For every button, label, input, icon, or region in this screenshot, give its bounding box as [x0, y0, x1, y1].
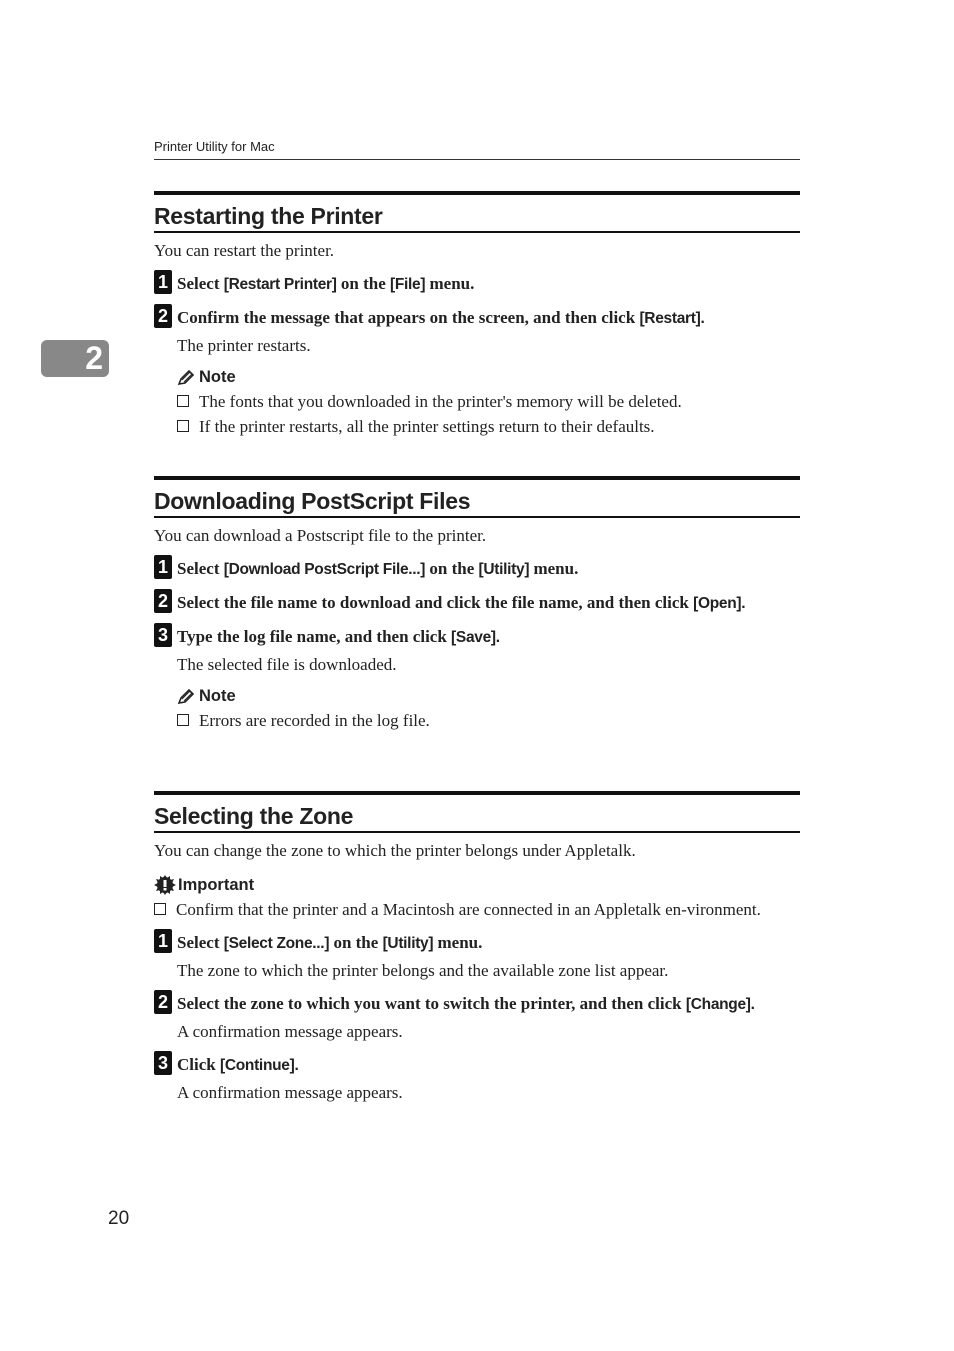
step-number-icon: 2	[154, 990, 172, 1014]
section-header	[154, 791, 800, 833]
step-result: The printer restarts.	[177, 336, 311, 355]
step-number-icon: 3	[154, 623, 172, 647]
section-title: Restarting the Printer	[154, 203, 383, 229]
checkbox-bullet-icon	[154, 903, 166, 915]
step-instruction: Select the zone to which you want to switch the printer, and then click [Change].	[177, 994, 755, 1013]
step-instruction: Select [Restart Printer] on the [File] menu.	[177, 274, 475, 293]
chapter-tab: 2	[41, 340, 109, 377]
section-title: Selecting the Zone	[154, 803, 354, 829]
important-heading: Important	[154, 875, 800, 895]
page-number: 20	[108, 1208, 130, 1229]
pencil-note-icon	[177, 689, 195, 705]
note-block	[177, 368, 800, 437]
step-instruction: Click [Continue].	[177, 1055, 299, 1074]
step-2	[154, 307, 800, 356]
step-result: The zone to which the printer belongs and the available zone list appear.	[177, 961, 669, 980]
important-item: Confirm that the printer and a Macintosh are connected in an Appletalk en-vironment.	[154, 899, 800, 920]
step-3	[154, 1054, 800, 1103]
step-number-icon: 3	[154, 1051, 172, 1075]
step-1	[154, 273, 800, 295]
important-badge-icon	[154, 875, 176, 895]
step-1	[154, 932, 800, 981]
note-item: If the printer restarts, all the printer settings return to their defaults.	[177, 416, 800, 437]
checkbox-bullet-icon	[177, 420, 189, 432]
step-result: The selected file is downloaded.	[177, 655, 397, 674]
note-block	[177, 687, 800, 731]
step-1	[154, 558, 800, 580]
section-selecting-zone	[154, 791, 800, 1103]
step-number-icon: 2	[154, 589, 172, 613]
step-number-icon: 1	[154, 929, 172, 953]
checkbox-bullet-icon	[177, 714, 189, 726]
section-restarting-printer	[154, 191, 800, 437]
step-instruction: Confirm the message that appears on the screen, and then click [Restart].	[177, 308, 705, 327]
section-header	[154, 191, 800, 233]
checkbox-bullet-icon	[177, 395, 189, 407]
step-3	[154, 626, 800, 675]
step-number-icon: 2	[154, 304, 172, 328]
step-instruction: Select [Download PostScript File...] on the [Utility] menu.	[177, 559, 579, 578]
note-heading: Note	[177, 368, 800, 387]
note-item: Errors are recorded in the log file.	[177, 710, 800, 731]
important-block	[154, 875, 800, 920]
section-intro: You can download a Postscript file to the printer.	[154, 526, 487, 545]
section-intro: You can change the zone to which the printer belongs under Appletalk.	[154, 841, 636, 860]
step-instruction: Select the file name to download and click the file name, and then click [Open].	[177, 593, 746, 612]
step-instruction: Select [Select Zone...] on the [Utility] menu.	[177, 933, 483, 952]
running-header: Printer Utility for Mac	[154, 139, 800, 160]
section-downloading-postscript	[154, 476, 800, 731]
section-header	[154, 476, 800, 518]
note-heading: Note	[177, 687, 800, 706]
pencil-note-icon	[177, 370, 195, 386]
step-result: A confirmation message appears.	[177, 1083, 403, 1102]
step-2	[154, 993, 800, 1042]
section-title: Downloading PostScript Files	[154, 488, 471, 514]
step-number-icon: 1	[154, 555, 172, 579]
note-item: The fonts that you downloaded in the printer's memory will be deleted.	[177, 391, 800, 412]
section-intro: You can restart the printer.	[154, 241, 335, 260]
step-2	[154, 592, 800, 614]
step-number-icon: 1	[154, 270, 172, 294]
step-instruction: Type the log file name, and then click [Save].	[177, 627, 500, 646]
step-result: A confirmation message appears.	[177, 1022, 403, 1041]
